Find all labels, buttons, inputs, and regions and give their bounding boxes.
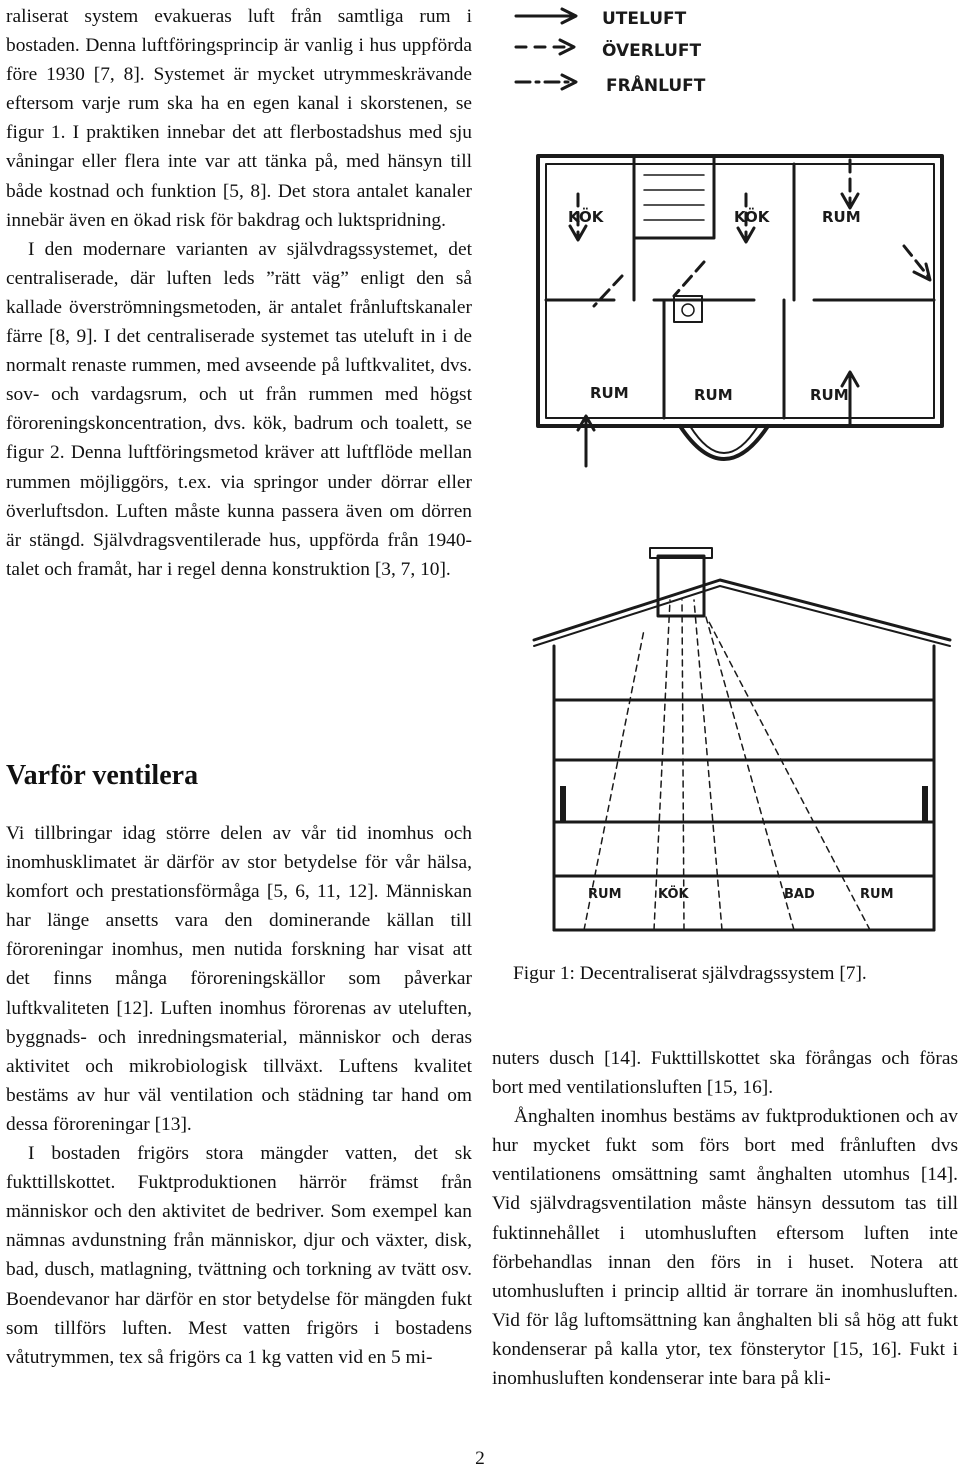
room-label: KÖK: [658, 887, 689, 902]
page-number: 2: [475, 1448, 485, 1469]
paragraph: I bostaden frigörs stora mängder vatten, det sk fukttillskottet. Fuktproduktionen härrör främst från människor och den aktivitet de bedriver. Som exempel kan nämnas avdunstning från människor, djur och växter, disk, bad, dusch, matlagning, tvättning och torkning av tvätt osv. Boendevanor har därför en stor betydelse för mängden fukt som tillförs luften. Mest vatten frigörs i bostadens våtutrymmen, tex så frigörs ca 1 kg vatten vid en 5 mi-: [6, 1143, 472, 1368]
room-label: RUM: [588, 887, 622, 902]
room-label: KÖK: [568, 208, 604, 226]
building-section: [534, 548, 950, 930]
legend-label: FRÅNLUFT: [606, 76, 706, 96]
room-label: RUM: [822, 208, 861, 226]
floor-plan: [538, 156, 942, 466]
paragraph: Ånghalten inomhus bestäms av fuktproduktionen och av hur mycket fukt som förs bort med frånluften dvs ventilationens omsättning samt ånghalten utomhus [14]. Vid självdragsventilation måste hänsyn dessutom tas till fuktinnehållet i utomhusluften eftersom luften inte förbehandlas innan den förs in i huset. Notera att utomhusluften i princip alltid är torrare än inomhusluften. Vid för låg luftomsättning kan ånghalten bli så hög att fukt kondenserar på kalla ytor, tex fönsterytor [15, 16]. Fukt i inomhusluften kondenserar inte bara på kli-: [492, 1106, 958, 1390]
figure-1: [494, 0, 960, 960]
paragraph: I den modernare varianten av självdragssystemet, det centraliserade, där luften leds ”rätt väg” enligt den så kallade överströmningsmetoden, är antalet frånluftskanaler färre [8, 9]. I det centraliserade systemet tas uteluft in i de normalt renaste rummen, med avseende på luftkvalitet, dvs. sov- och vardagsrum, och ut från rummen med högst föroreningskoncentration, dvs. kök, badrum och toalett, se figur 2. Denna luftföringsmetod kräver att luftflöde mellan rummen möjliggörs, t.ex. via springor under dörrar eller överluftsdon. Luften måste kunna passera även om dörren är stängd. Självdragsventilerade hus, uppförda från 1940-talet och framåt, har i regel denna konstruktion [3, 7, 10].: [6, 238, 472, 580]
paragraph: raliserat system evakueras luft från samtliga rum i bostaden. Denna luftföringsprincip är vanlig i hus uppförda före 1930 [7, 8]. Systemet är mycket utrymmeskrävande eftersom varje rum ska ha en egen kanal i skorstenen, se figur 1. I praktiken innebar det att flerbostadshus med sju våningar eller flera inte var att tänka på, med hänsyn till både kostnad och funktion [5, 8]. Det stora antalet kanaler innebär även en ökad risk för bakdrag och luktspridning.: [6, 6, 472, 231]
legend: [516, 9, 706, 96]
ventilation-drawing: [494, 0, 960, 960]
left-column-bottom: [6, 819, 472, 1372]
legend-label: UTELUFT: [602, 9, 687, 29]
legend-label: ÖVERLUFT: [602, 41, 702, 61]
section-heading: Varför ventilera: [6, 760, 199, 791]
room-label: BAD: [784, 887, 815, 902]
room-label: RUM: [694, 386, 733, 404]
room-label: KÖK: [734, 208, 770, 226]
paragraph: Vi tillbringar idag större delen av vår tid inomhus och inomhusklimatet är därför av stor betydelse för vår hälsa, komfort och prestationsförmåga [5, 6, 11, 12]. Människan har länge ansetts vara den dominerande källan till föroreningar inomhus, men nutida forskning har visat att det finns många föroreningskällor som påverkar luftkvaliteten [12]. Luften inomhus förorenas av uteluften, byggnads- och inredningsmaterial, människor och deras aktivitet och mikrobiologisk tillväxt. Luftens kvalitet bestäms av hur väl ventilation och städning tar hand om dessa föroreningar [13].: [6, 823, 472, 1135]
room-label: RUM: [590, 384, 629, 402]
figure-caption: Figur 1: Decentraliserat självdragssystem [7].: [513, 963, 867, 984]
left-column-top: [6, 2, 472, 584]
paragraph: nuters dusch [14]. Fukttillskottet ska förångas och föras bort med ventilationsluften [15, 16].: [492, 1048, 958, 1099]
room-label: RUM: [860, 887, 894, 902]
room-label: RUM: [810, 386, 849, 404]
right-column: [492, 1044, 958, 1393]
